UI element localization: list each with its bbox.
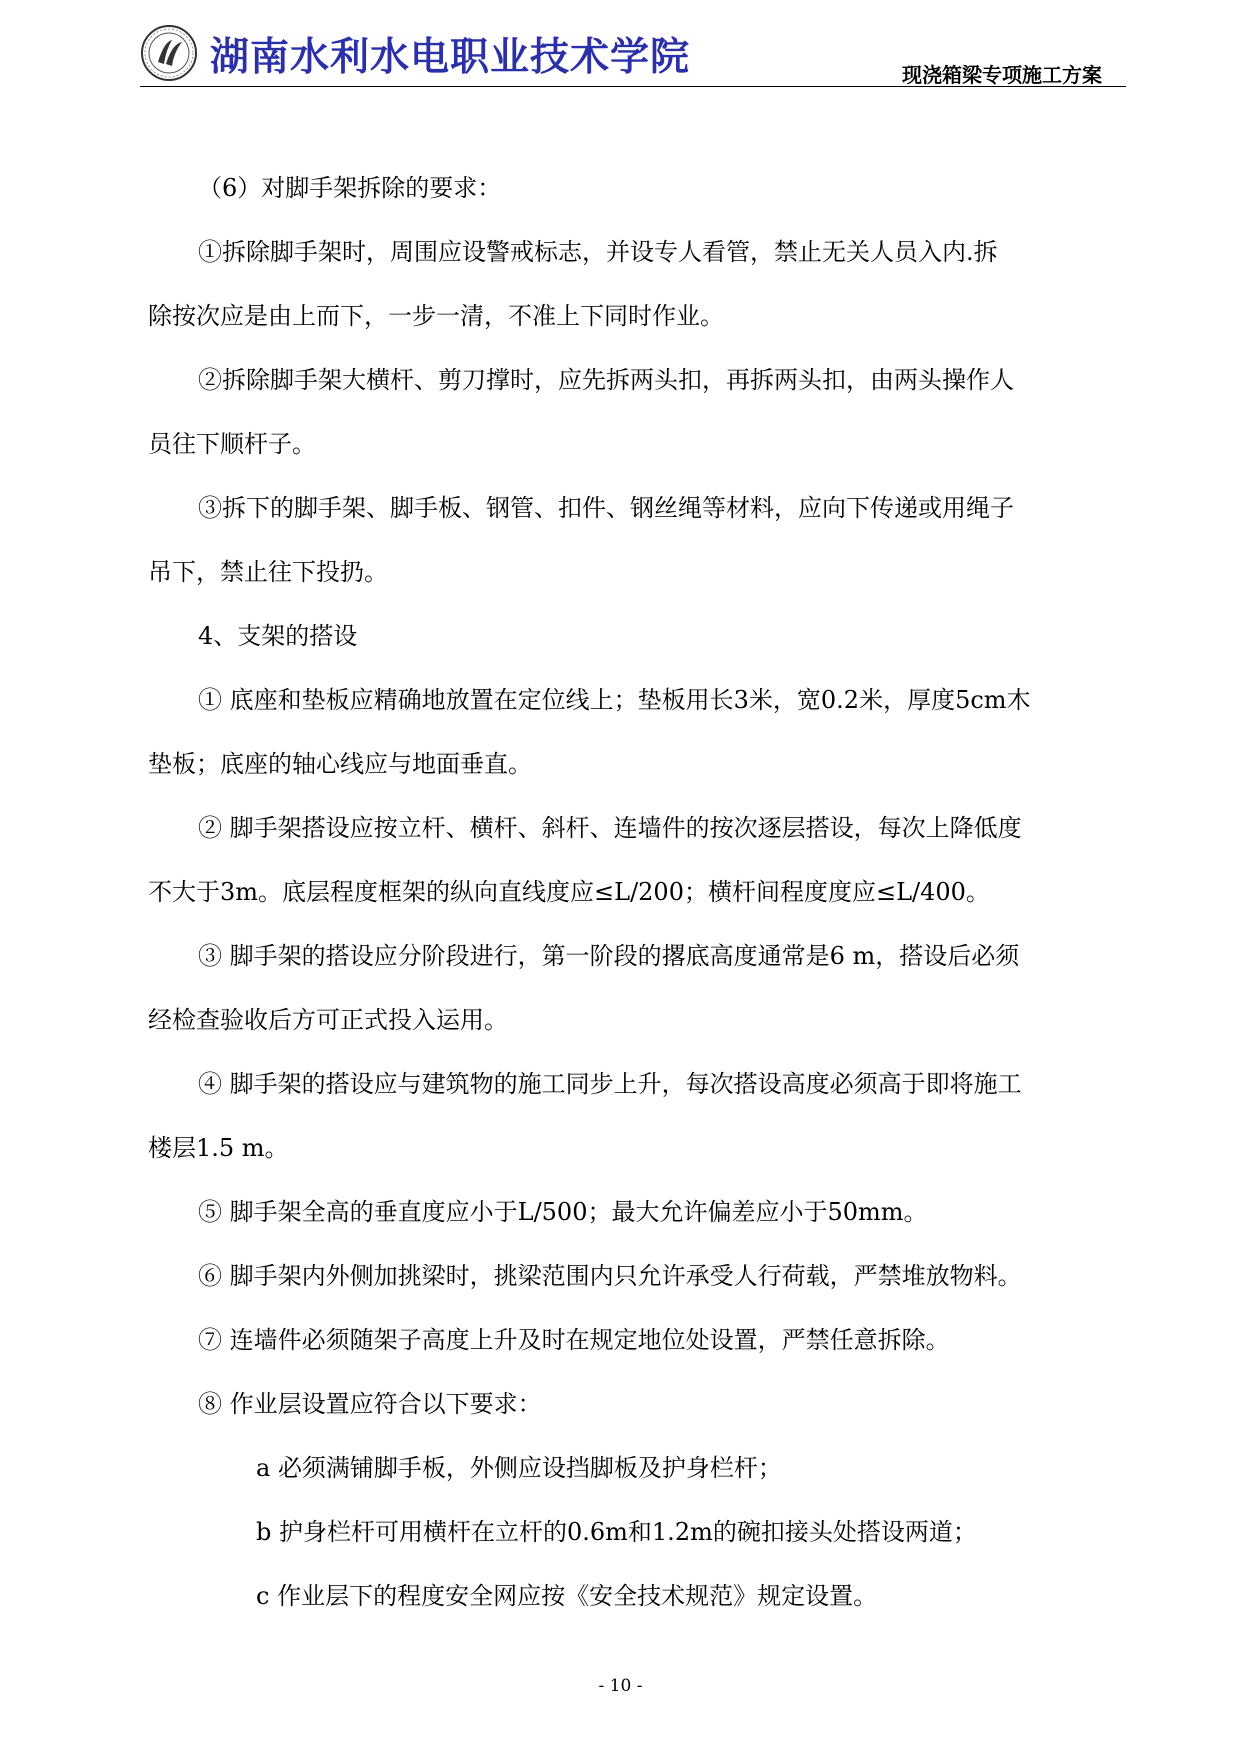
header-rule xyxy=(140,86,1126,87)
paragraph-line: ⑥ 脚手架内外侧加挑梁时，挑梁范围内只允许承受人行荷载，严禁堆放物料。 xyxy=(198,1262,1022,1290)
school-name: 湖南水利水电职业技术学院 xyxy=(210,35,691,80)
paragraph-line: 垫板；底座的轴心线应与地面垂直。 xyxy=(148,750,532,778)
paragraph-line: 不大于3m。底层程度框架的纵向直线度应≤L/200；横杆间程度度应≤L/400。 xyxy=(148,878,990,906)
paragraph-line: 经检查验收后方可正式投入运用。 xyxy=(148,1006,508,1034)
page-header xyxy=(140,18,1126,88)
paragraph-line: a 必须满铺脚手板，外侧应设挡脚板及护身栏杆； xyxy=(256,1454,782,1482)
paragraph-line: ⑧ 作业层设置应符合以下要求： xyxy=(198,1390,542,1418)
paragraph-line: 吊下，禁止往下投扔。 xyxy=(148,558,388,586)
paragraph-line: ③拆下的脚手架、脚手板、钢管、扣件、钢丝绳等材料，应向下传递或用绳子 xyxy=(198,494,1014,522)
paragraph-line: ① 底座和垫板应精确地放置在定位线上；垫板用长3米，宽0.2米，厚度5cm木 xyxy=(198,686,1031,714)
paragraph-line: 楼层1.5 m。 xyxy=(148,1134,289,1162)
page-number: - 10 - xyxy=(598,1676,643,1696)
paragraph-line: ③ 脚手架的搭设应分阶段进行，第一阶段的撂底高度通常是6 m，搭设后必须 xyxy=(198,942,1020,970)
paragraph-line: ④ 脚手架的搭设应与建筑物的施工同步上升，每次搭设高度必须高于即将施工 xyxy=(198,1070,1022,1098)
document-title: 现浇箱梁专项施工方案 xyxy=(902,63,1102,87)
paragraph-line: ⑤ 脚手架全高的垂直度应小于L/500；最大允许偏差应小于50mm。 xyxy=(198,1198,928,1226)
paragraph-line: 4、支架的搭设 xyxy=(198,622,358,650)
paragraph-line: 员往下顺杆子。 xyxy=(148,430,316,458)
paragraph-line: ⑦ 连墙件必须随架子高度上升及时在规定地位处设置，严禁任意拆除。 xyxy=(198,1326,950,1354)
paragraph-line: （6）对脚手架拆除的要求： xyxy=(198,174,502,202)
paragraph-line: c 作业层下的程度安全网应按《安全技术规范》规定设置。 xyxy=(256,1582,878,1610)
document-body xyxy=(148,156,1134,1628)
paragraph-line: b 护身栏杆可用横杆在立杆的0.6m和1.2m的碗扣接头处搭设两道； xyxy=(256,1518,977,1546)
paragraph-line: ①拆除脚手架时，周围应设警戒标志，并设专人看管，禁止无关人员入内.拆 xyxy=(198,238,998,266)
paragraph-line: 除按次应是由上而下，一步一清，不准上下同时作业。 xyxy=(148,302,724,330)
paragraph-line: ②拆除脚手架大横杆、剪刀撑时，应先拆两头扣，再拆两头扣，由两头操作人 xyxy=(198,366,1014,394)
paragraph-line: ② 脚手架搭设应按立杆、横杆、斜杆、连墙件的按次逐层搭设，每次上降低度 xyxy=(198,814,1022,842)
school-logo-icon xyxy=(140,24,198,82)
